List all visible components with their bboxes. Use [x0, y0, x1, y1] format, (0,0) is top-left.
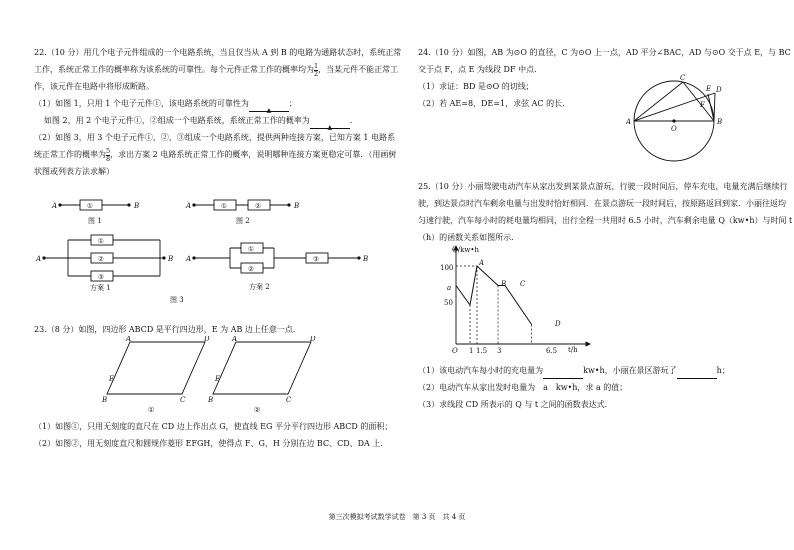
label-e: E	[215, 375, 221, 383]
y-axis-label: Q/kw•h	[452, 246, 479, 254]
node-a	[58, 203, 61, 206]
q25-part1-c: h；	[716, 366, 730, 375]
q24-line2: 交于点 F，点 E 为线段 DF 中点．	[418, 65, 543, 74]
label-b: B	[168, 255, 174, 263]
label-a: A	[186, 255, 192, 263]
q23-part1: （1）如图①，只用无刻度的直尺在 CD 边上作出点 G，使直线 EG 平分平行四边形 ABCD 的面积；	[34, 422, 393, 431]
answer-blank[interactable]	[249, 102, 289, 112]
label-b: B	[717, 118, 723, 126]
q22-part1b-end: ．	[349, 116, 358, 125]
q22-intro-line2	[34, 61, 399, 78]
q25-line3: 匀速行驶，汽车每小时的耗电量均相同，出行全程一共用时 6.5 小时，汽车剩余电量 Q（kw•h）与时间 t	[418, 216, 793, 225]
label-c: C	[286, 396, 292, 404]
frac-den: 2	[314, 69, 319, 78]
label-e: E	[109, 375, 115, 383]
point-b-label: B	[501, 280, 507, 288]
node-b	[127, 203, 130, 206]
q22-part2-line2	[34, 146, 397, 163]
component-label: ①	[98, 237, 104, 245]
parallelogram-2	[213, 342, 311, 394]
x-axis-label: t/h	[568, 346, 578, 354]
q25-part2: （2）电动汽车从家出发时电量为 a kw•h，求 a 的值；	[418, 383, 628, 392]
q25-line2: 驶，到达景点时汽车剩余电量与出发时恰好相同．在景点游玩一段时间后，按原路返回到家．小丽往返均	[418, 199, 786, 208]
y-tick-50: 50	[444, 299, 453, 307]
figure-caption: 图 3	[170, 296, 184, 304]
x-tick-6-5: 6.5	[546, 347, 558, 355]
y-tick-100: 100	[440, 264, 454, 272]
component-label: ③	[98, 273, 104, 281]
q22-part2-line3: 状图或列表方法求解）	[34, 167, 114, 176]
answer-mark: ▲	[266, 107, 272, 114]
q25-line1: 25.（10 分）小丽驾驶电动汽车从家出发到某景点游玩，行驶一段时间后，停车充电，电量充满后继续行	[418, 182, 788, 191]
q24-part2: （2）若 AE=8，DE=1，求弦 AC 的长．	[418, 99, 571, 108]
q22-intro-2a: 工作，系统正常工作的概率称为该系统的可靠性。每个元件正常工作的概率均为	[34, 65, 314, 74]
line-bd	[714, 93, 715, 121]
component-label: ②	[248, 265, 254, 273]
center-o	[672, 119, 675, 122]
q22-intro-line3: 作，该元件在电路中将形成断路。	[34, 82, 154, 91]
figure-caption: 方案 2	[249, 283, 270, 291]
figure-caption: 方案 1	[90, 284, 111, 292]
frac-num: 1	[314, 61, 319, 70]
q25-line4: （h）的函数关系如图所示．	[418, 233, 520, 242]
frac-den: 8	[106, 154, 111, 163]
q22-part1-end: ；	[288, 99, 297, 108]
label-d: D	[716, 86, 722, 94]
q22-part2-line1: （2）如图 3，用 3 个电子元件①，②，③组成一个电路系统，提供两种连接方案，已知方案 1 电路系	[34, 133, 396, 142]
label-c: C	[680, 74, 686, 82]
q23-part2: （2）如图②，用无刻度直尺和圆规作菱形 EFGH，使得点 F、G、H 分别在边 BC、CD、DA 上．	[34, 439, 389, 448]
label-a: A	[232, 336, 238, 343]
left-column	[34, 44, 402, 180]
parallelogram-figures	[90, 336, 330, 418]
figure-caption: ①	[148, 406, 155, 414]
q22-intro-2b: ，当某元件不能正常工	[318, 65, 399, 74]
label-a: A	[36, 255, 42, 263]
figure-caption: 图 2	[236, 217, 250, 225]
q25-chart	[440, 242, 600, 358]
answer-blank[interactable]	[310, 119, 350, 129]
circle-figure	[626, 74, 726, 164]
node-a	[192, 256, 195, 259]
q22-part1	[34, 95, 386, 112]
parallelogram-1	[107, 342, 205, 394]
node-b	[287, 203, 290, 206]
node-b	[162, 256, 165, 259]
q25-part1	[418, 362, 758, 379]
q25-questions	[418, 362, 758, 413]
node-a	[192, 203, 195, 206]
page-footer: 第三次模拟考试数学试卷 第 3 页 共 4 页	[328, 513, 466, 521]
q-t-line	[456, 266, 532, 325]
x-tick-3: 3	[497, 347, 502, 355]
x-tick-1-5: 1.5	[476, 347, 488, 355]
q22-intro-line1: 22.（10 分）用几个电子元件组成的一个电路系统，当且仅当从 A 到 B 的电路为通路状态时，系统正常	[34, 48, 402, 57]
label-f: F	[700, 101, 705, 109]
q25-part1-b: kw•h，小丽在景区游玩了	[583, 366, 677, 375]
label-a: A	[626, 118, 632, 126]
circuit-figures	[34, 190, 386, 310]
point-c-label: C	[520, 280, 526, 288]
component-label: ②	[98, 255, 104, 263]
node-a	[42, 256, 45, 259]
label-b: B	[363, 255, 369, 263]
q22-fig2-question	[34, 112, 386, 129]
x-tick-origin: O	[452, 347, 458, 355]
label-a: A	[126, 336, 132, 343]
answer-blank[interactable]	[677, 369, 717, 379]
q22-part2-text-a: 统正常工作的概率为	[34, 150, 106, 159]
label-b: B	[102, 396, 108, 404]
label-o: O	[671, 125, 677, 133]
answer-blank[interactable]	[543, 369, 583, 379]
label-a: A	[186, 202, 192, 210]
label-b: B	[208, 396, 214, 404]
q23-intro: 23.（8 分）如图，四边形 ABCD 是平行四边形，E 为 AB 边上任意一点．	[34, 325, 301, 334]
component-label: ①	[221, 202, 227, 210]
label-d: D	[310, 336, 316, 343]
figure-caption: 图 1	[88, 217, 102, 225]
q24-line1: 24.（10 分）如图，AB 为⊙O 的直径，C 为⊙O 上一点，AD 平分∠BAC，AD 与⊙O 交于点 E，与 BC	[418, 48, 791, 57]
frac-num: 5	[106, 146, 111, 155]
label-b: B	[294, 202, 300, 210]
q22-part2-text-b: ，求出方案 2 电路系统正常工作的概率，说明哪种连接方案更稳定可靠．（用画树	[110, 150, 397, 159]
component-label: ①	[87, 202, 93, 210]
label-d: D	[204, 336, 210, 343]
component-label: ②	[255, 202, 261, 210]
q25-part3: （3）求线段 CD 所表示的 Q 与 t 之间的函数表达式．	[418, 400, 613, 409]
label-e: E	[706, 85, 712, 93]
guide-lines	[456, 266, 532, 344]
q22-part1b-text: 如图 2，用 2 个电子元件①，②组成一个电路系统，系统正常工作的概率为	[44, 116, 310, 125]
figure-caption: ②	[254, 406, 261, 414]
q24-part1: （1）求证：BD 是⊙O 的切线；	[418, 82, 534, 91]
y-tick-a: a	[447, 284, 452, 292]
q22-part1-text: （1）如图 1，只用 1 个电子元件①，该电路系统的可靠性为	[34, 99, 249, 108]
answer-mark: ▲	[327, 124, 333, 131]
label-b: B	[134, 202, 140, 210]
label-c: C	[180, 396, 186, 404]
node-b	[357, 256, 360, 259]
point-d-label: D	[555, 320, 561, 328]
x-tick-1: 1	[469, 347, 474, 355]
chord-ac	[634, 82, 683, 121]
label-a: A	[52, 202, 58, 210]
component-label: ③	[313, 255, 319, 263]
q25-part1-a: （1）该电动汽车每小时的充电量为	[418, 366, 544, 375]
component-label: ①	[248, 245, 254, 253]
point-a-label: A	[479, 259, 485, 267]
q25-block	[418, 178, 793, 246]
